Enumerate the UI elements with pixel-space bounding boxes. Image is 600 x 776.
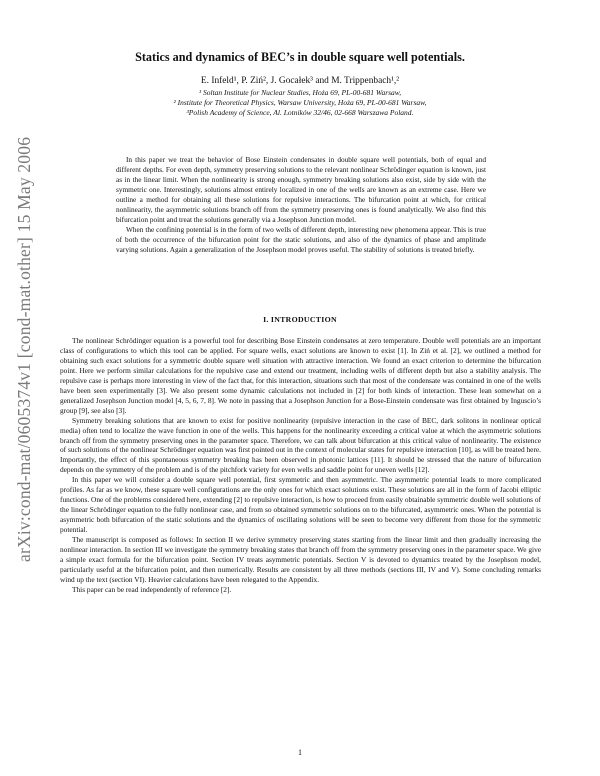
affiliation-2: ² Institute for Theoretical Physics, Warsaw University, Hoża 69, PL-00-681 Warsaw,: [173, 98, 427, 107]
paper-title: Statics and dynamics of BEC’s in double square well potentials.: [135, 50, 465, 64]
author-block: [60, 76, 540, 118]
abstract: [116, 155, 486, 255]
body-paragraph: This paper can be read independently of reference [2].: [72, 584, 232, 594]
body-paragraph: Symmetry breaking solutions that are known to exist for positive nonlinearity (repulsive interaction in the case of BEC, dark solitons in nonlinear optical media) often tend to localize the wave function in one of the wells. This happens for the nonlinearity exceeding a critical value at which the asymmetric solutions branch off from the symmetry preserving ones in the parameter space. Therefore, we can talk about bifurcation at this critical value of nonlinearity. The existence of such solutions of the nonlinear Schrödinger equation was first pointed out in the context of molecular states for repulsive interaction [10], as will be treated here. Importantly, the effect of this spontaneous symmetry breaking has been observed in photonic lattices [11]. It should be stressed that the nature of bifurcation depends on the symmetry of the problem and is of the pitchfork variety for even wells and saddle point for uneven wells [12].: [60, 415, 541, 475]
body-paragraph: The nonlinear Schrödinger equation is a powerful tool for describing Bose Einstein condensates at zero temperature. Double well potentials are an important class of configurations to which this tool can be applied. For square wells, exact solutions are known to exist [1]. In Ziń et al. [2], we outlined a method for obtaining such exact solutions for a symmetric double square well situation with attractive interaction. We found an exact criterion to determine the bifurcation point. Here we perform similar calculations for the repulsive case and extend our treatment, including wells of different depth but also a stability analysis. The repulsive case is perhaps more interesting in view of the fact that, for this interaction, situations such that most of the condensate was contained in one of the wells have been seen experimentally [3]. We also present some dynamic calculations not included in [2] for both kinds of interaction. These lean somewhat on a generalized Josephson Junction model [4, 5, 6, 7, 8]. We note in passing that a Josephson Junction for a Bose-Einstein condensate was first obtained by Inguscio’s group [9], see also [3].: [60, 336, 541, 415]
section-heading: I. INTRODUCTION: [263, 315, 337, 324]
body-paragraph: In this paper we will consider a double square well potential, first symmetric and then asymmetric. The asymmetric potential leads to more complicated profiles. As far as we know, these square well configurations are the only ones for which exact solutions exist. These solutions are all in the form of Jacobi elliptic functions. One of the problems considered here, extending [2] to repulsive interaction, is how to proceed from easily obtainable symmetric double well solutions of the linear Schrödinger equation to the fully nonlinear case, and from so obtained symmetric solutions on to the bifurcated, asymmetric ones. When the potential is asymmetric both bifurcation of the static solutions and the dynamics of oscillating solutions will be seen to become very different from those for the symmetric potential.: [60, 475, 541, 535]
arxiv-stamp: arXiv:cond-mat/0605374v1 [cond-mat.other] 15 May 2006: [14, 136, 34, 562]
affiliation-1: ¹ Soltan Institute for Nuclear Studies, Hoża 69, PL-00-681 Warsaw,: [198, 88, 402, 97]
author-names: E. Infeld¹, P. Ziń², J. Gocałek³ and M. Trippenbach¹,²: [200, 76, 400, 86]
abstract-paragraph: In this paper we treat the behavior of Bose Einstein condensates in double square well potentials, both of equal and different depths. For even depth, symmetry preserving solutions to the relevant nonlinear Schrödinger equation is known, just as in the linear limit. When the nonlinearity is strong enough, symmetry breaking solutions also exist, side by side with the symmetric one. Interestingly, solutions almost entirely localized in one of the wells are known as an extreme case. Here we outline a method for obtaining all these solutions for repulsive interactions. The bifurcation point at which, for critical nonlinearity, the asymmetric solutions branch off from the symmetry preserving ones is found analytically. We also find this bifurcation point and treat the solutions generally via a Josephson Junction model.: [116, 155, 486, 224]
abstract-paragraph: When the confining potential is in the form of two wells of different depth, interesting new phenomena appear. This is true of both the occurrence of the bifurcation point for the static solutions, and also of the dynamics of phase and amplitude varying solutions. Again a generalization of the Josephson model proves useful. The stability of solutions is treated briefly.: [116, 225, 486, 254]
body-paragraph: The manuscript is composed as follows: In section II we derive symmetry preserving states starting from the linear limit and then gradually increasing the nonlinear interaction. In section III we investigate the symmetry breaking states that branch off from the symmetry preserving ones in the parameter space. We give a simple exact formula for the bifurcation point. Section IV treats asymmetric potentials. Section V is devoted to dynamics treated by the Josephson model, particularly useful at the bifurcation point, and then numerically. Results are consistent by all three methods (sections III, IV and V). Some concluding remarks wind up the text (section VI). Heavier calculations have been relegated to the Appendix.: [60, 535, 541, 584]
body-text: [60, 336, 541, 595]
affiliation-3: ³Polish Academy of Science, Al. Lotników 32/46, 02-668 Warszawa Poland.: [186, 108, 414, 117]
page-number: 1: [298, 748, 302, 757]
